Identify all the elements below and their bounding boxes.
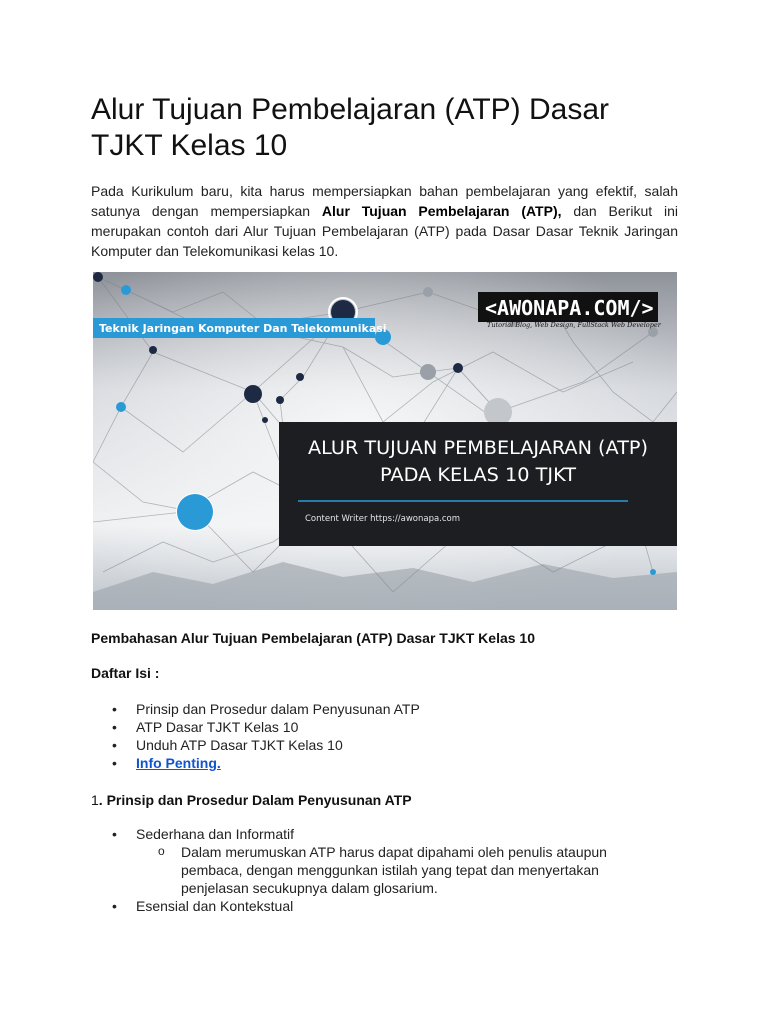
logo-tagline: Tutorial Blog, Web Design, FullStack Web Developer	[487, 321, 661, 329]
section-1-title-text: . Prinsip dan Prosedur Dalam Penyusunan ATP	[98, 792, 412, 808]
intro-paragraph	[91, 181, 678, 261]
site-logo	[478, 292, 662, 329]
section-1-list	[91, 825, 671, 915]
section-1-number: 1	[91, 792, 99, 808]
toc-item	[91, 700, 651, 718]
intro-text-before: Pada Kurikulum baru, kita harus mempersiapkan bahan pembelajaran yang efektif, salah satunya dengan mempersiapkan	[91, 183, 678, 219]
list-item-label: Sederhana dan Informatif	[136, 826, 294, 842]
headline-line-2: PADA KELAS 10 TJKT	[380, 465, 577, 486]
intro-text-after: dan Berikut ini merupakan contoh dari Alur Tujuan Pembelajaran (ATP) pada Dasar Dasar Teknik Jaringan Komputer dan Telekomunikasi kelas 10.	[91, 203, 678, 259]
page-title: Alur Tujuan Pembelajaran (ATP) Dasar TJKT Kelas 10	[91, 93, 609, 162]
list-item-label: Esensial dan Kontekstual	[136, 898, 294, 914]
toc-item-label: ATP Dasar TJKT Kelas 10	[136, 719, 299, 735]
headline-line-1: ALUR TUJUAN PEMBELAJARAN (ATP)	[308, 438, 648, 459]
sub-list-item: o Dalam merumuskan ATP harus dapat dipahami oleh penulis ataupun pembaca, dengan menggunkan istilah yang tepat dan menyertakan penjelasan secukupnya dalam glosarium.	[136, 843, 646, 897]
hero-image	[93, 272, 677, 610]
list-item	[91, 825, 671, 897]
info-penting-link[interactable]: Info Penting.	[136, 755, 221, 771]
table-of-contents	[91, 700, 651, 772]
logo-text: <AWONAPA.COM/>	[485, 296, 654, 320]
intro-bold-term: Alur Tujuan Pembelajaran (ATP),	[321, 203, 562, 219]
toc-item	[91, 718, 651, 736]
toc-item-label: Unduh ATP Dasar TJKT Kelas 10	[136, 737, 343, 753]
topic-banner-text: Teknik Jaringan Komputer Dan Telekomunikasi	[99, 322, 387, 335]
toc-item	[91, 754, 651, 772]
section-subheading: Pembahasan Alur Tujuan Pembelajaran (ATP) Dasar TJKT Kelas 10	[91, 630, 535, 646]
content-writer-credit: Content Writer https://awonapa.com	[305, 514, 461, 524]
network-illustration	[93, 272, 677, 610]
list-item	[91, 897, 671, 915]
toc-item-label: Prinsip dan Prosedur dalam Penyusunan ATP	[136, 701, 420, 717]
sub-list	[136, 843, 671, 897]
toc-title: Daftar Isi :	[91, 665, 160, 681]
toc-item	[91, 736, 651, 754]
section-1-title	[91, 791, 412, 809]
